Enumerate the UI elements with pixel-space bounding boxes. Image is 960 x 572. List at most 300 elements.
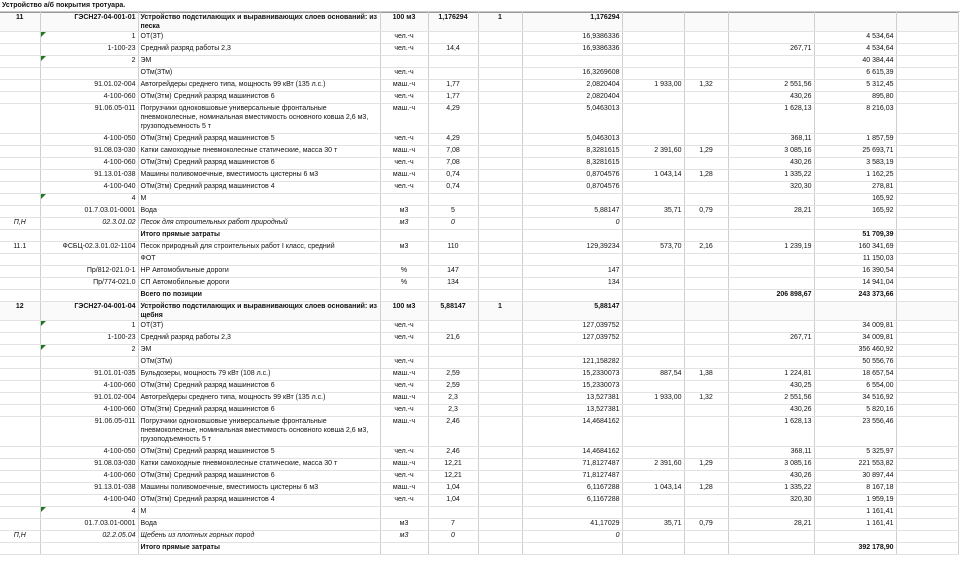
table-row[interactable] [0,369,958,381]
price-cell [622,405,684,417]
code-text: 4-100-060 [103,93,136,100]
extra-cell [896,68,958,80]
sum-cell [814,543,896,555]
total-quantity-cell [522,333,622,345]
resource-marker-icon [41,507,46,512]
extra-cell [896,13,958,32]
total-quantity-cell [522,242,622,254]
name-cell [138,302,380,321]
sum-cell [814,170,896,182]
unit-cell [380,447,428,459]
sum-cell [814,230,896,242]
sum-cell [814,13,896,32]
code-cell [40,302,138,321]
quantity-text: 1,77 [446,93,460,100]
index-cell [684,507,728,519]
row-number-cell [0,393,40,405]
index-text: 1,29 [699,460,713,467]
name-cell [138,218,380,230]
sum-text: 1 161,41 [866,508,894,515]
code-cell [40,369,138,381]
sum-text: 8 216,03 [866,105,894,112]
quantity-text: 2,46 [446,418,460,425]
total-quantity-cell [522,158,622,170]
name-text: ЭМ [140,346,152,353]
code-text: 2 [131,346,136,353]
sum-text: 23 556,46 [862,418,894,425]
quantity-cell [428,381,478,393]
total-quantity-cell [522,44,622,56]
row-number-cell [0,230,40,242]
sum-cell [814,290,896,302]
sum-text: 8 167,18 [866,484,894,491]
total-quantity-cell [522,345,622,357]
total-quantity-text: 15,2330073 [582,382,620,389]
unit-cell [380,230,428,242]
name-text: ОТ(ЗТ) [140,33,164,40]
coefficient-cell [478,345,522,357]
table-row[interactable] [0,459,958,471]
cost-cell [728,44,814,56]
total-quantity-cell [522,80,622,92]
code-text: 91.06.05-011 [94,418,136,425]
index-cell [684,134,728,146]
name-text: Средний разряд работы 2,3 [140,334,231,341]
index-cell [684,32,728,44]
name-text: Машины поливомоечные, вместимость цистерны 6 м3 [140,484,319,491]
sum-cell [814,471,896,483]
code-cell [40,182,138,194]
total-quantity-text: 15,2330073 [582,370,620,377]
code-text: 4-100-060 [103,382,136,389]
quantity-cell [428,13,478,32]
table-row[interactable] [0,483,958,495]
row-number-cell [0,32,40,44]
name-text: Вода [140,207,157,214]
table-row[interactable] [0,381,958,393]
total-quantity-cell [522,417,622,447]
name-cell [138,495,380,507]
quantity-cell [428,206,478,218]
code-cell [40,194,138,206]
index-cell [684,471,728,483]
index-cell [684,278,728,290]
code-cell [40,134,138,146]
code-text: 1-100-23 [107,334,136,341]
quantity-cell [428,80,478,92]
sum-cell [814,242,896,254]
coefficient-cell [478,218,522,230]
row-number-cell [0,218,40,230]
total-quantity-cell [522,218,622,230]
index-cell [684,483,728,495]
price-cell [622,278,684,290]
index-cell [684,13,728,32]
table-row[interactable] [0,405,958,417]
code-cell [40,519,138,531]
price-cell [622,531,684,543]
quantity-text: 2,59 [446,370,460,377]
total-quantity-text: 16,9386336 [582,33,620,40]
code-text: 02.3.01.02 [102,219,136,226]
extra-cell [896,134,958,146]
table-row[interactable] [0,13,958,32]
price-cell [622,507,684,519]
extra-cell [896,393,958,405]
code-cell [40,447,138,459]
cost-text: 267,71 [790,334,812,341]
price-cell [622,56,684,68]
table-row[interactable] [0,56,958,68]
total-quantity-text: 121,158282 [582,358,620,365]
sum-text: 50 556,76 [862,358,894,365]
unit-cell [380,471,428,483]
code-cell [40,218,138,230]
unit-cell [380,146,428,158]
price-cell [622,321,684,333]
quantity-text: 0 [451,219,455,226]
table-row[interactable] [0,531,958,543]
quantity-text: 1,04 [446,496,460,503]
cost-cell [728,206,814,218]
quantity-text: 0,74 [446,183,460,190]
name-text: Щебень из плотных горных пород [140,532,255,539]
cost-text: 1 239,19 [784,243,812,250]
table-row[interactable] [0,134,958,146]
sum-text: 6 554,00 [866,382,894,389]
index-text: 0,79 [699,207,713,214]
extra-cell [896,80,958,92]
cost-text: 3 085,16 [784,147,812,154]
coefficient-cell [478,104,522,134]
extra-cell [896,170,958,182]
row-number-cell [0,134,40,146]
unit-cell [380,44,428,56]
sum-text: 5 820,16 [866,406,894,413]
code-cell [40,230,138,242]
unit-cell [380,242,428,254]
price-text: 1 933,00 [654,81,682,88]
table-row[interactable] [0,345,958,357]
table-row[interactable] [0,357,958,369]
quantity-cell [428,333,478,345]
quantity-cell [428,471,478,483]
row-number-cell [0,194,40,206]
quantity-cell [428,266,478,278]
price-cell [622,519,684,531]
quantity-text: 2,46 [446,448,460,455]
total-quantity-cell [522,459,622,471]
unit-text: м3 [399,243,409,250]
name-text: Погрузчики одноковшовые универсальные фронтальные пневмоколесные, номинальная вместимость основного ковша 2,6 м3, грузоподъемность 5 т [140,418,369,443]
table-row[interactable] [0,182,958,194]
code-cell [40,381,138,393]
extra-cell [896,447,958,459]
table-row[interactable] [0,80,958,92]
sum-cell [814,206,896,218]
row-number-cell [0,302,40,321]
total-quantity-text: 13,527381 [586,406,620,413]
index-cell [684,543,728,555]
table-row[interactable] [0,507,958,519]
name-text: Машины поливомоечные, вместимость цистерны 6 м3 [140,171,319,178]
unit-cell [380,507,428,519]
cost-cell [728,158,814,170]
unit-cell [380,278,428,290]
table-row[interactable] [0,417,958,447]
cost-text: 1 335,22 [784,484,812,491]
index-cell [684,405,728,417]
quantity-cell [428,507,478,519]
coefficient-cell [478,92,522,104]
table-row[interactable] [0,266,958,278]
total-quantity-cell [522,92,622,104]
table-row[interactable] [0,104,958,134]
price-cell [622,393,684,405]
coefficient-cell [478,495,522,507]
unit-text: чел.-ч [394,33,414,40]
unit-cell [380,206,428,218]
name-text: Песок для строительных работ природный [140,219,288,226]
code-cell [40,170,138,182]
row-number-text: 11 [16,14,24,21]
price-text: 1 043,14 [654,171,682,178]
code-text: 4-100-060 [103,159,136,166]
name-text: ОТм(Зтм) Средний разряд машинистов 4 [140,496,275,503]
code-text: 01.7.03.01-0001 [84,520,136,527]
quantity-cell [428,158,478,170]
table-row[interactable] [0,393,958,405]
name-cell [138,146,380,158]
sum-cell [814,68,896,80]
extra-cell [896,194,958,206]
sum-cell [814,182,896,194]
sum-text: 1 857,59 [866,135,894,142]
index-cell [684,357,728,369]
table-row[interactable] [0,321,958,333]
cost-cell [728,471,814,483]
row-number-cell [0,543,40,555]
cost-text: 2 551,56 [784,81,812,88]
name-text: Всего по позиции [140,291,202,298]
cost-text: 430,26 [790,406,812,413]
sum-cell [814,369,896,381]
cost-cell [728,495,814,507]
table-row[interactable] [0,230,958,242]
sum-cell [814,92,896,104]
unit-text: чел.-ч [394,334,414,341]
table-row[interactable] [0,68,958,80]
name-cell [138,266,380,278]
name-cell [138,182,380,194]
sum-text: 16 390,54 [862,267,894,274]
name-cell [138,417,380,447]
cost-cell [728,278,814,290]
row-number-cell [0,459,40,471]
cost-cell [728,393,814,405]
total-quantity-text: 0,8704576 [586,183,620,190]
code-cell [40,531,138,543]
total-quantity-text: 5,88147 [594,303,620,310]
table-row[interactable] [0,471,958,483]
name-text: Песок природный для строительных работ I класс, средний [140,243,335,250]
name-cell [138,531,380,543]
code-cell [40,104,138,134]
table-row[interactable] [0,194,958,206]
name-cell [138,194,380,206]
quantity-text: 14,4 [446,45,460,52]
cost-cell [728,302,814,321]
quantity-cell [428,194,478,206]
unit-cell [380,345,428,357]
cost-cell [728,459,814,471]
total-quantity-text: 0 [615,532,620,539]
quantity-cell [428,278,478,290]
code-text: 4-100-060 [103,472,136,479]
code-text: 4 [131,508,136,515]
total-quantity-cell [522,393,622,405]
table-row[interactable] [0,447,958,459]
code-cell [40,158,138,170]
name-text: Погрузчики одноковшовые универсальные фронтальные пневмоколесные, номинальная вместимость основного ковша 2,6 м3, грузоподъемность 5 т [140,105,369,130]
total-quantity-cell [522,507,622,519]
row-number-cell [0,531,40,543]
table-row[interactable] [0,254,958,266]
table-row[interactable] [0,290,958,302]
cost-cell [728,531,814,543]
row-number-cell [0,44,40,56]
price-cell [622,417,684,447]
index-cell [684,80,728,92]
coefficient-cell [478,483,522,495]
sum-cell [814,278,896,290]
table-row[interactable] [0,206,958,218]
row-number-cell [0,13,40,32]
index-cell [684,266,728,278]
section-title: Устройство а/б покрытия тротуара. [0,0,960,12]
name-cell [138,405,380,417]
table-row[interactable] [0,242,958,254]
quantity-cell [428,543,478,555]
table-row[interactable] [0,32,958,44]
cost-text: 368,11 [790,448,812,455]
price-cell [622,483,684,495]
coefficient-cell [478,393,522,405]
cost-cell [728,194,814,206]
price-cell [622,302,684,321]
sum-text: 5 325,97 [866,448,894,455]
total-quantity-text: 127,039752 [582,322,620,329]
index-cell [684,206,728,218]
total-quantity-cell [522,290,622,302]
unit-cell [380,80,428,92]
row-number-cell [0,158,40,170]
cost-text: 28,21 [793,207,812,214]
cost-text: 28,21 [793,520,812,527]
sum-cell [814,507,896,519]
name-text: Итого прямые затраты [140,544,220,551]
table-row[interactable] [0,302,958,321]
total-quantity-cell [522,104,622,134]
cost-text: 1 628,13 [784,418,812,425]
index-cell [684,146,728,158]
coefficient-cell [478,80,522,92]
sum-cell [814,158,896,170]
index-cell [684,44,728,56]
name-cell [138,56,380,68]
name-cell [138,471,380,483]
code-cell [40,357,138,369]
quantity-text: 2,59 [446,382,460,389]
index-cell [684,104,728,134]
name-text: Итого прямые затраты [140,231,220,238]
unit-text: маш.-ч [392,147,416,154]
extra-cell [896,242,958,254]
unit-cell [380,381,428,393]
total-quantity-cell [522,230,622,242]
price-cell [622,495,684,507]
total-quantity-text: 2,0820404 [586,81,620,88]
sum-cell [814,56,896,68]
code-cell [40,254,138,266]
quantity-text: 134 [447,279,459,286]
cost-cell [728,543,814,555]
cost-cell [728,417,814,447]
table-row[interactable] [0,333,958,345]
total-quantity-cell [522,447,622,459]
index-cell [684,242,728,254]
name-cell [138,230,380,242]
name-cell [138,80,380,92]
total-quantity-cell [522,483,622,495]
sum-cell [814,519,896,531]
table-row[interactable] [0,158,958,170]
name-cell [138,543,380,555]
table-row[interactable] [0,278,958,290]
name-cell [138,507,380,519]
quantity-cell [428,44,478,56]
table-row[interactable] [0,519,958,531]
table-row[interactable] [0,495,958,507]
table-row[interactable] [0,44,958,56]
cost-cell [728,92,814,104]
table-row[interactable] [0,543,958,555]
name-cell [138,158,380,170]
row-number-cell [0,290,40,302]
price-text: 573,70 [660,243,682,250]
name-cell [138,68,380,80]
quantity-cell [428,405,478,417]
total-quantity-cell [522,170,622,182]
sum-text: 34 009,81 [862,334,894,341]
price-cell [622,182,684,194]
unit-text: маш.-ч [392,105,416,112]
extra-cell [896,495,958,507]
row-number-cell [0,471,40,483]
quantity-cell [428,146,478,158]
table-row[interactable] [0,92,958,104]
table-row[interactable] [0,146,958,158]
table-row[interactable] [0,170,958,182]
unit-text: чел.-ч [394,93,414,100]
code-text: 4-100-040 [103,496,136,503]
unit-cell [380,290,428,302]
name-cell [138,459,380,471]
cost-cell [728,242,814,254]
row-number-cell [0,345,40,357]
sum-cell [814,417,896,447]
table-row[interactable] [0,218,958,230]
